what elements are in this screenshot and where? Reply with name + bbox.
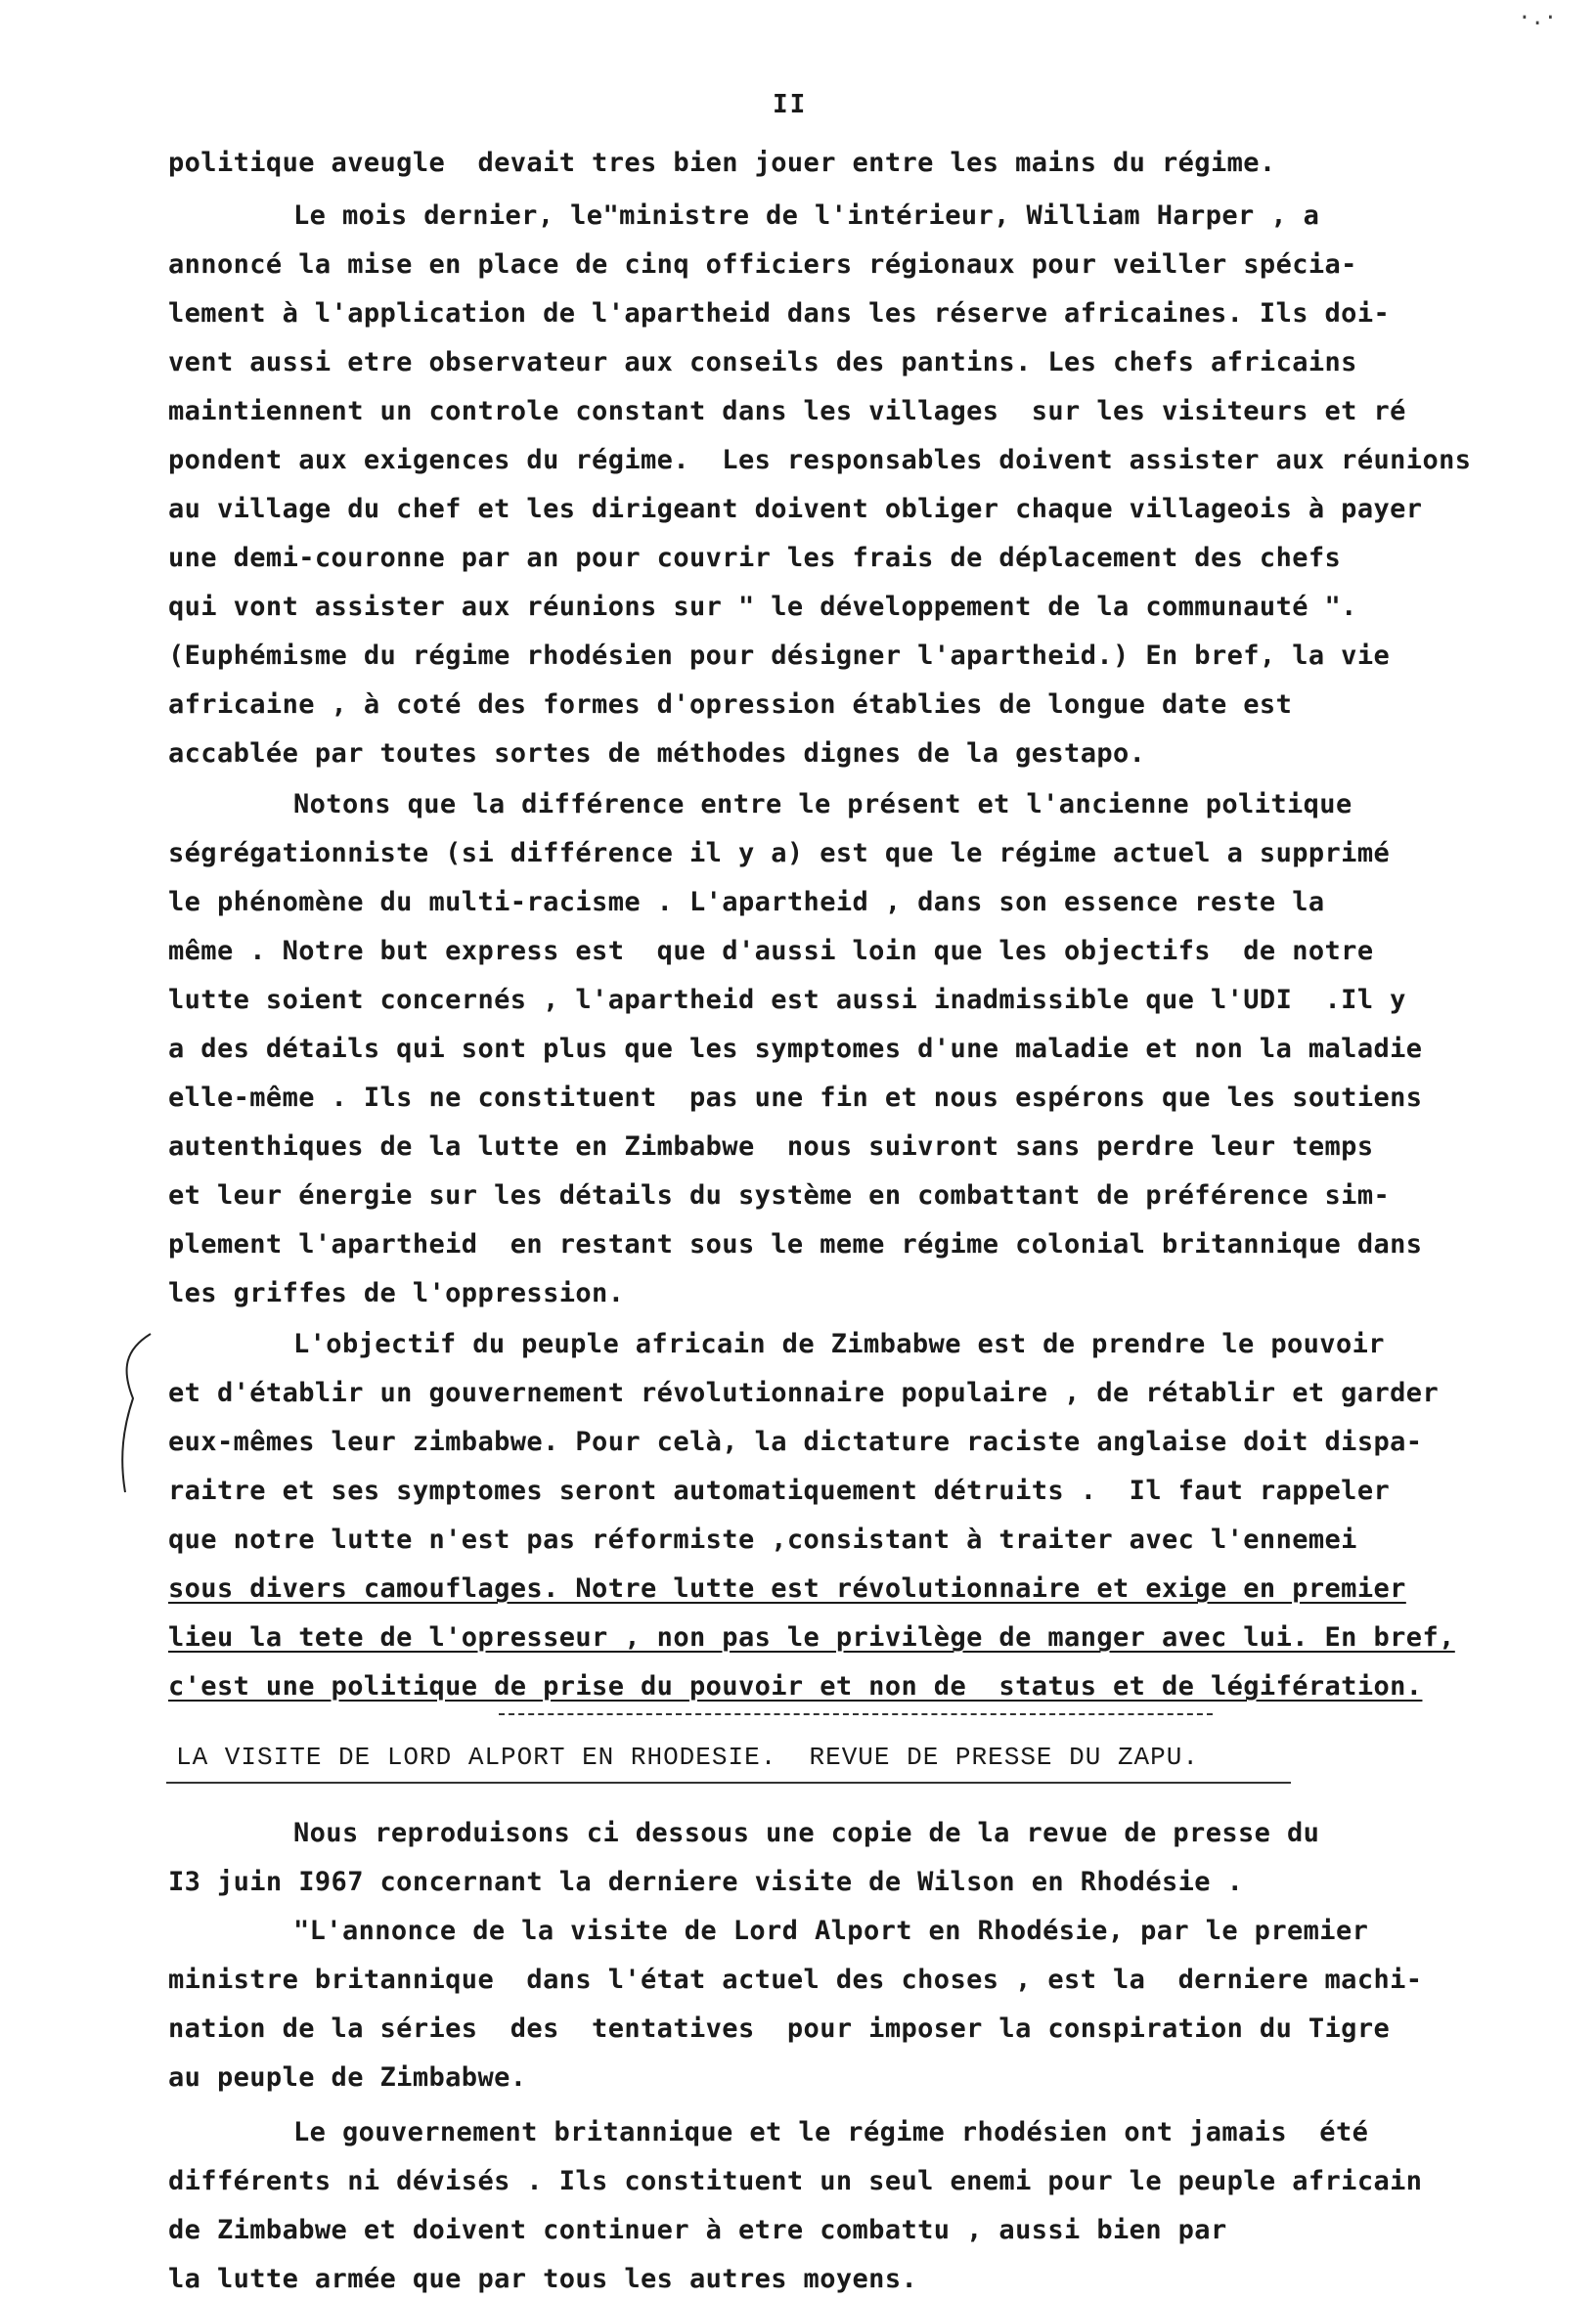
handwritten-bracket-mark (115, 1330, 155, 1496)
text-line: annoncé la mise en place de cinq officiers régionaux pour veiller spécia- (168, 249, 1357, 280)
text-line: au village du chef et les dirigeant doivent obliger chaque villageois à payer (168, 494, 1423, 524)
text-line: plement l'apartheid en restant sous le meme régime colonial britannique dans (168, 1229, 1423, 1260)
text-line: politique aveugle devait tres bien jouer entre les mains du régime. (168, 148, 1276, 178)
text-line: de Zimbabwe et doivent continuer à etre combattu , aussi bien par (168, 2215, 1227, 2245)
text-line: que notre lutte n'est pas réformiste ,consistant à traiter avec l'ennemei (168, 1525, 1357, 1555)
text-line: une demi-couronne par an pour couvrir les frais de déplacement des chefs (168, 543, 1342, 573)
text-line: même . Notre but express est que d'aussi loin que les objectifs de notre (168, 936, 1374, 966)
text-line: Notons que la différence entre le présent et l'ancienne politique (293, 789, 1352, 819)
text-line: L'objectif du peuple africain de Zimbabwe est de prendre le pouvoir (293, 1329, 1385, 1359)
text-line: elle-même . Ils ne constituent pas une fin et nous espérons que les soutiens (168, 1083, 1423, 1113)
text-line: la lutte armée que par tous les autres moyens. (168, 2264, 918, 2294)
text-line: lutte soient concernés , l'apartheid est aussi inadmissible que l'UDI .Il y (168, 985, 1406, 1015)
text-line: accablée par toutes sortes de méthodes dignes de la gestapo. (168, 738, 1146, 769)
text-line-underlined: sous divers camouflages. Notre lutte est révolutionnaire et exige en premier (168, 1573, 1406, 1604)
text-line-underlined: c'est une politique de prise du pouvoir et non de status et de légifération. (168, 1671, 1423, 1702)
text-line: maintiennent un controle constant dans les villages sur les visiteurs et ré (168, 396, 1406, 426)
text-line: ségrégationniste (si différence il y a) est que le régime actuel a supprimé (168, 838, 1391, 868)
text-line: a des détails qui sont plus que les symptomes d'une maladie et non la maladie (168, 1034, 1423, 1064)
heading-underline (166, 1782, 1291, 1784)
text-line: Nous reproduisons ci dessous une copie de la revue de presse du (293, 1818, 1320, 1848)
text-line: qui vont assister aux réunions sur " le développement de la communauté ". (168, 592, 1357, 622)
corner-ink-mark: ·.· (1518, 6, 1557, 30)
text-line: et d'établir un gouvernement révolutionnaire populaire , de rétablir et garder (168, 1378, 1440, 1408)
text-line: "L'annonce de la visite de Lord Alport en Rhodésie, par le premier (293, 1916, 1369, 1946)
text-line: au peuple de Zimbabwe. (168, 2062, 527, 2093)
text-line-underlined: lieu la tete de l'opresseur , non pas le privilège de manger avec lui. En bref, (168, 1622, 1455, 1653)
page-number: II (773, 90, 808, 119)
text-line: et leur énergie sur les détails du système en combattant de préférence sim- (168, 1180, 1391, 1211)
text-line: raitre et ses symptomes seront automatiquement détruits . Il faut rappeler (168, 1476, 1391, 1506)
text-line: (Euphémisme du régime rhodésien pour désigner l'apartheid.) En bref, la vie (168, 641, 1391, 671)
text-line: les griffes de l'oppression. (168, 1278, 625, 1308)
text-line: pondent aux exigences du régime. Les responsables doivent assister aux réunions (168, 445, 1472, 475)
text-line: Le mois dernier, le"ministre de l'intérieur, William Harper , a (293, 200, 1320, 231)
section-heading: LA VISITE DE LORD ALPORT EN RHODESIE. REVUE DE PRESSE DU ZAPU. (176, 1743, 1199, 1772)
text-line: nation de la séries des tentatives pour imposer la conspiration du Tigre (168, 2013, 1391, 2044)
text-line: I3 juin I967 concernant la derniere visite de Wilson en Rhodésie . (168, 1867, 1244, 1897)
text-line: ministre britannique dans l'état actuel des choses , est la derniere machi- (168, 1965, 1423, 1995)
text-line: eux-mêmes leur zimbabwe. Pour celà, la dictature raciste anglaise doit dispa- (168, 1427, 1423, 1457)
section-separator (499, 1713, 1213, 1715)
text-line: africaine , à coté des formes d'opression établies de longue date est (168, 689, 1293, 720)
text-line: vent aussi etre observateur aux conseils des pantins. Les chefs africains (168, 347, 1357, 377)
text-line: Le gouvernement britannique et le régime rhodésien ont jamais été (293, 2117, 1369, 2147)
text-line: le phénomène du multi-racisme . L'apartheid , dans son essence reste la (168, 887, 1325, 917)
text-line: autenthiques de la lutte en Zimbabwe nous suivront sans perdre leur temps (168, 1131, 1374, 1162)
text-line: différents ni dévisés . Ils constituent un seul enemi pour le peuple africain (168, 2166, 1423, 2196)
text-line: lement à l'application de l'apartheid dans les réserve africaines. Ils doi- (168, 298, 1391, 329)
